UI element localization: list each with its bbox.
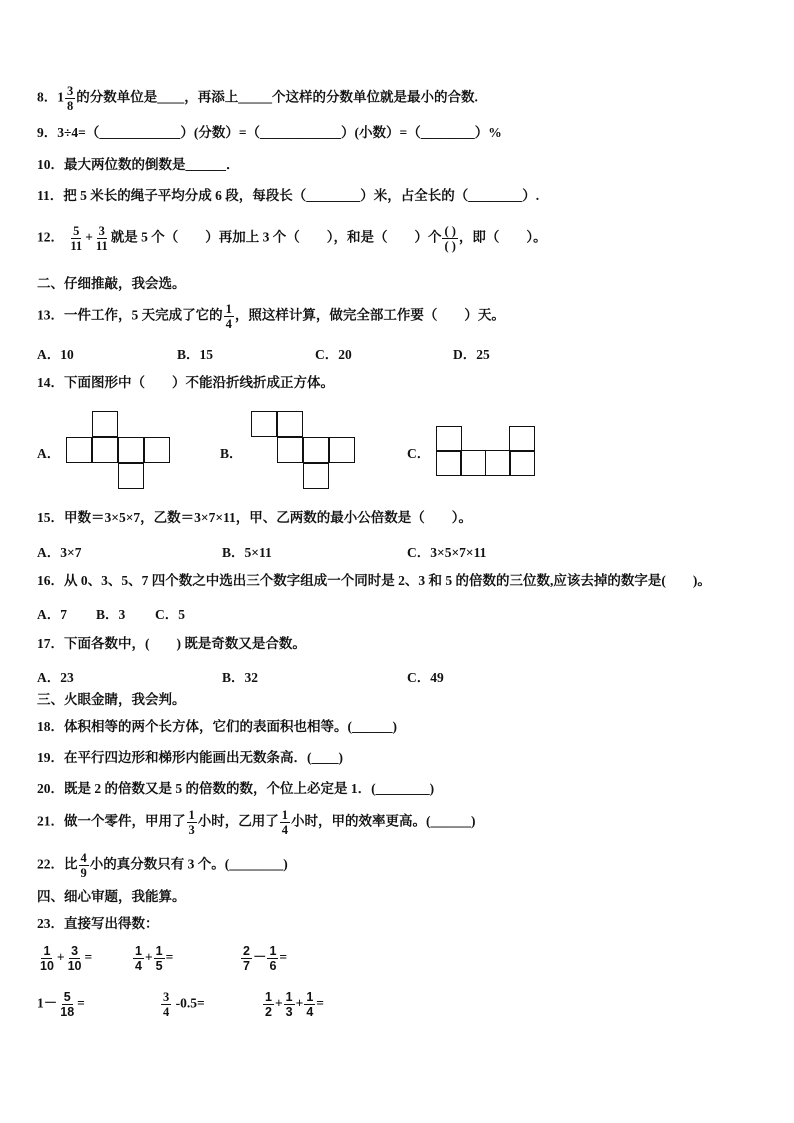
question-11: 11．把 5 米长的绳子平均分成 6 段，每段长（________）米，占全长的（________）.	[37, 188, 540, 203]
option: A．7	[37, 607, 67, 622]
section-heading: 二、仔细推敲，我会选。	[37, 276, 186, 291]
question-10: 10．最大两位数的倒数是______．	[37, 157, 240, 172]
option: C．49	[407, 670, 444, 685]
blank-fraction: $\frac{( )}{( )}$	[444, 224, 456, 253]
fraction: $\frac{1}{4}$	[225, 302, 232, 331]
option: D．25	[453, 347, 490, 362]
fraction: $\frac{1}{3}$	[188, 808, 195, 837]
fraction: $\frac{3}{8}$	[67, 84, 74, 113]
fraction: $\frac{1}{4}$	[306, 990, 314, 1019]
fraction: $\frac{1}{5}$	[155, 944, 163, 973]
question-16: 16．从 0、3、5、7 四个数之中选出三个数字组成一个同时是 2、3 和 5 的倍数的三位数,应该去掉的数字是( )。	[37, 573, 711, 588]
question-20: 20．既是 2 的倍数又是 5 的倍数的数，个位上必定是 1．(________)	[37, 781, 435, 796]
question-23: 23．直接写出得数：	[37, 916, 159, 931]
question-21: 21．做一个零件，甲用了 $\frac{1}{3}$ 小时，乙用了 $\frac{1}{4}$ 小时，甲的效率更高。(______)	[37, 808, 476, 837]
expression: 1－ $\frac{5}{18}$ =	[37, 990, 85, 1019]
question-19: 19．在平行四边形和梯形内能画出无数条高．(____)	[37, 750, 343, 765]
fraction: $\frac{1}{10}$	[40, 944, 54, 973]
question-18: 18．体积相等的两个长方体，它们的表面积也相等。(______)	[37, 719, 397, 734]
option-label: B．	[220, 446, 243, 461]
option: B．3	[96, 607, 126, 622]
option: B．5×11	[222, 545, 272, 560]
option: B．32	[222, 670, 259, 685]
fraction: $\frac{5}{18}$	[60, 990, 75, 1019]
fraction: $\frac{1}{2}$	[265, 990, 272, 1019]
question-12: 12． $\frac{5}{11}$ + $\frac{3}{11}$ 就是 5 个（ ）再加上 3 个（ ），和是（ ）个 $\frac{( )}{( )}$ ，即（ ）。	[37, 224, 547, 253]
section-heading: 三、火眼金睛，我会判。	[37, 692, 186, 707]
expression: $\frac{2}{7}$ － $\frac{1}{6}$ =	[243, 944, 288, 973]
fraction: $\frac{3}{4}$	[163, 990, 170, 1019]
fraction: $\frac{1}{6}$	[269, 944, 277, 973]
section-heading: 四、细心审题，我能算。	[37, 889, 186, 904]
question-15: 15．甲数＝3×5×7，乙数＝3×7×11，甲、乙两数的最小公倍数是（ ）。	[37, 510, 473, 525]
fraction: $\frac{1}{4}$	[135, 944, 142, 973]
fraction: $\frac{3}{10}$	[67, 944, 82, 973]
fraction: $\frac{5}{11}$	[70, 224, 83, 253]
expression: $\frac{1}{2}$ + $\frac{1}{3}$ + $\frac{1}{4}$ =	[265, 990, 324, 1019]
expression: $\frac{1}{10}$ + $\frac{3}{10}$ =	[40, 944, 93, 973]
question-22: 22．比 $\frac{4}{9}$ 小的真分数只有 3 个。(________)	[37, 851, 288, 880]
option: C．5	[155, 607, 185, 622]
option: B．15	[177, 347, 214, 362]
question-17: 17．下面各数中，( ) 既是奇数又是合数。	[37, 636, 306, 651]
fraction: $\frac{3}{11}$	[95, 224, 108, 253]
expression: $\frac{3}{4}$ -0.5=	[163, 990, 205, 1019]
fraction: $\frac{4}{9}$	[80, 851, 87, 880]
fraction: $\frac{2}{7}$	[243, 944, 250, 973]
option: C．3×5×7×11	[407, 545, 487, 560]
option-label: C．	[407, 446, 431, 461]
question-9: 9．3÷4=（____________）(分数）=（____________）(小数）=（________）%	[37, 125, 502, 140]
question-14: 14．下面图形中（ ）不能沿折线折成正方体。	[37, 375, 334, 390]
fraction: $\frac{1}{4}$	[281, 808, 288, 837]
question-13: 13．一件工作，5 天完成了它的 $\frac{1}{4}$ ，照这样计算，做完全部工作要（ ）天。	[37, 302, 505, 331]
fraction: $\frac{1}{3}$	[285, 990, 293, 1019]
option-label: A．	[37, 446, 61, 461]
option: A．10	[37, 347, 74, 362]
option: A．23	[37, 670, 74, 685]
expression: $\frac{1}{4}$ + $\frac{1}{5}$ =	[135, 944, 174, 973]
option: A．3×7	[37, 545, 82, 560]
option: C．20	[315, 347, 352, 362]
question-8: 8．1 $\frac{3}{8}$ 的分数单位是____，再添上_____个这样的分数单位就是最小的合数.	[37, 84, 478, 113]
